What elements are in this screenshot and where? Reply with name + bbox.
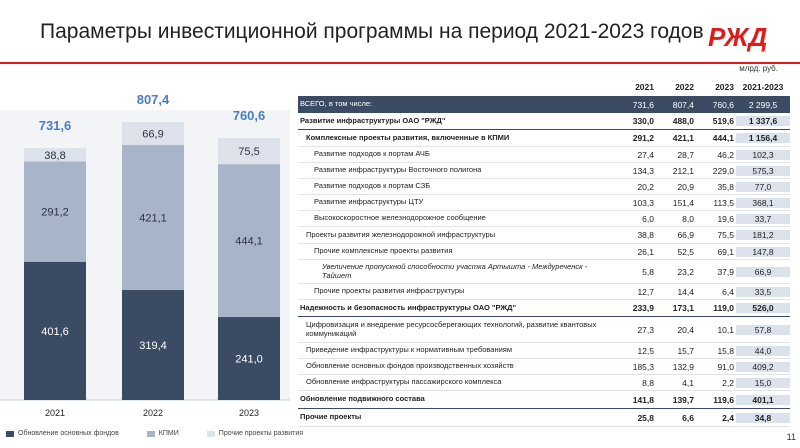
row-value: 8,8 <box>642 377 654 388</box>
bar-value-label: 66,9 <box>142 128 164 141</box>
row-total-value: 44,0 <box>736 346 790 356</box>
row-value: 23,2 <box>677 266 694 277</box>
row-label: Развитие инфраструктуры ОАО "РЖД" <box>300 115 446 125</box>
row-value: 4,1 <box>682 377 694 388</box>
table-row <box>298 409 790 427</box>
units-label: млрд. руб. <box>739 64 778 73</box>
row-value: 2,4 <box>722 412 734 423</box>
title-divider <box>0 62 800 64</box>
row-value: 66,9 <box>677 230 694 240</box>
row-value: 91,0 <box>717 361 734 372</box>
table-row <box>298 244 790 260</box>
table-row <box>298 211 790 227</box>
rzd-logo <box>706 20 776 52</box>
table-row <box>298 179 790 195</box>
row-value: 6,6 <box>682 412 694 423</box>
row-value: 25,8 <box>637 412 654 423</box>
row-value: 69,1 <box>717 246 734 257</box>
row-total-value: 1 156,4 <box>736 133 790 143</box>
bar-value-label: 75,5 <box>238 146 260 159</box>
row-total-value: 368,1 <box>736 198 790 208</box>
row-value: 229,0 <box>712 165 734 176</box>
row-value: 6,4 <box>722 286 734 297</box>
table-row <box>298 163 790 179</box>
page-number: 11 <box>786 432 796 442</box>
table-row <box>298 317 790 343</box>
row-value: 15,8 <box>717 345 734 356</box>
table-row <box>298 375 790 391</box>
row-label: Развитие подходов к портам АЧБ <box>314 149 430 159</box>
row-total-value: 34,8 <box>736 413 790 423</box>
row-value: 185,3 <box>632 361 654 372</box>
bar-total-label: 760,6 <box>232 108 266 124</box>
row-value: 26,1 <box>637 246 654 257</box>
row-label: Развитие инфраструктуры ЦТУ <box>314 197 424 207</box>
row-value: 14,4 <box>677 286 694 297</box>
row-value: 119,6 <box>713 394 734 405</box>
table-body <box>298 96 790 427</box>
legend-swatch <box>6 431 14 437</box>
stacked-bar-chart <box>0 70 290 420</box>
row-value: 134,3 <box>632 165 654 176</box>
table-row <box>298 130 790 147</box>
row-value: 19,6 <box>717 213 734 224</box>
legend-item <box>6 430 119 437</box>
row-value: 20,2 <box>637 181 654 192</box>
bar-value-label: 291,2 <box>41 206 69 219</box>
investment-table <box>298 78 790 427</box>
legend-label: Прочие проекты развития <box>218 430 304 437</box>
table-row <box>298 391 790 409</box>
row-label: Прочие проекты <box>300 412 362 422</box>
table-row <box>298 113 790 130</box>
page-title: Параметры инвестиционной программы на период 2021-2023 годов <box>40 20 704 43</box>
row-total-value: 57,8 <box>736 325 790 335</box>
table-header <box>298 78 790 96</box>
table-row <box>298 284 790 300</box>
bar-value-label: 38,8 <box>44 149 66 162</box>
bar-value-label: 444,1 <box>235 235 263 248</box>
row-total-value: 575,3 <box>736 166 790 176</box>
row-value: 519,6 <box>712 116 734 126</box>
row-label: Прочие комплексные проекты развития <box>314 246 453 256</box>
row-total-value: 181,2 <box>736 230 790 240</box>
legend-swatch <box>147 431 155 437</box>
row-label: Обновление подвижного состава <box>300 394 425 404</box>
row-label: Приведение инфраструктуры к нормативным требованиям <box>306 345 513 355</box>
row-value: 291,2 <box>632 133 654 143</box>
bar-value-label: 241,0 <box>235 353 263 366</box>
row-value: 28,7 <box>677 149 694 160</box>
x-tick-label: 2023 <box>238 408 260 418</box>
row-value: 488,0 <box>672 116 694 126</box>
legend-item <box>147 430 179 437</box>
row-value: 141,8 <box>632 394 654 405</box>
row-value: 760,6 <box>712 99 734 110</box>
row-value: 10,1 <box>717 324 734 335</box>
table-row <box>298 300 790 317</box>
row-value: 12,5 <box>637 345 654 356</box>
row-total-value: 66,9 <box>736 267 790 277</box>
row-total-value: 401,1 <box>736 395 790 405</box>
row-total-value: 2 299,5 <box>736 100 790 110</box>
row-value: 421,1 <box>672 133 694 143</box>
row-value: 38,8 <box>637 230 654 240</box>
table-row <box>298 147 790 163</box>
row-value: 151,4 <box>672 197 694 208</box>
row-value: 132,9 <box>672 361 694 372</box>
row-total-value: 102,3 <box>736 150 790 160</box>
row-label: Прочие проекты развития инфраструктуры <box>314 286 465 296</box>
row-label: Развитие подходов к портам СЗБ <box>314 181 431 191</box>
row-label: Развитие инфраструктуры Восточного полигона <box>314 165 482 175</box>
bar-total-label: 731,6 <box>38 118 72 134</box>
legend-swatch <box>207 431 215 437</box>
row-value: 139,7 <box>672 394 694 405</box>
row-total-value: 15,0 <box>736 378 790 388</box>
bar-total-label: 807,4 <box>136 92 170 107</box>
row-value: 173,1 <box>672 303 694 313</box>
table-row <box>298 359 790 375</box>
legend-label: Обновление основных фондов <box>18 430 119 437</box>
row-total-value: 1 337,6 <box>736 116 790 126</box>
row-value: 37,9 <box>717 266 734 277</box>
row-value: 35,8 <box>717 181 734 192</box>
table-row <box>298 227 790 244</box>
row-value: 233,9 <box>632 303 654 313</box>
row-total-value: 526,0 <box>736 303 790 313</box>
table-row <box>298 195 790 211</box>
table-row <box>298 343 790 359</box>
header-2021: 2021 <box>635 82 654 92</box>
row-label: Высокоскоростное железнодорожное сообщение <box>314 213 486 223</box>
row-value: 330,0 <box>632 116 654 126</box>
row-value: 52,5 <box>677 246 694 257</box>
logo-text: РЖД <box>708 22 768 52</box>
header-2023: 2023 <box>715 82 734 92</box>
row-value: 212,1 <box>672 165 694 176</box>
table-row <box>298 260 790 284</box>
row-total-value: 33,7 <box>736 214 790 224</box>
row-value: 20,9 <box>677 181 694 192</box>
row-value: 444,1 <box>712 133 734 143</box>
header-2022: 2022 <box>675 82 694 92</box>
x-tick-label: 2021 <box>44 408 66 418</box>
row-value: 807,4 <box>672 99 694 110</box>
row-value: 46,2 <box>717 149 734 160</box>
header-total: 2021-2023 <box>742 82 784 92</box>
row-value: 15,7 <box>677 345 694 356</box>
row-label: Обновление инфраструктуры пассажирского комплекса <box>306 377 502 387</box>
legend-label: КПМИ <box>158 430 179 437</box>
row-label: Комплексные проекты развития, включенные в КПМИ <box>306 132 510 142</box>
bar-value-label: 421,1 <box>139 212 167 225</box>
row-value: 12,7 <box>637 286 654 297</box>
row-value: 2,2 <box>722 377 734 388</box>
row-total-value: 33,5 <box>736 287 790 297</box>
row-label: Увеличение пропускной способности участка Артышта - Междуреченск - Тайшет <box>322 261 588 280</box>
row-total-value: 409,2 <box>736 362 790 372</box>
chart-legend <box>6 430 331 437</box>
row-value: 75,5 <box>717 230 734 240</box>
x-tick-label: 2022 <box>142 408 164 418</box>
row-value: 113,5 <box>713 197 734 208</box>
row-value: 103,3 <box>632 197 654 208</box>
row-label: ВСЕГО, в том числе: <box>300 99 373 109</box>
row-total-value: 77,0 <box>736 182 790 192</box>
row-label: Обновление основных фондов производственных хозяйств <box>306 361 514 371</box>
row-value: 119,0 <box>713 303 734 313</box>
row-value: 27,3 <box>637 324 654 335</box>
row-value: 27,4 <box>637 149 654 160</box>
table-row <box>298 96 790 113</box>
row-label: Цифровизация и внедрение ресурсосберегающих технологий, развитие квантовых коммуникаций <box>306 319 597 338</box>
row-total-value: 147,8 <box>736 247 790 257</box>
row-value: 731,6 <box>632 99 654 110</box>
legend-item <box>207 430 303 437</box>
bar-value-label: 319,4 <box>139 340 167 353</box>
row-value: 6,0 <box>642 213 654 224</box>
row-value: 8,0 <box>682 213 694 224</box>
row-label: Проекты развития железнодорожной инфраструктуры <box>306 229 496 239</box>
row-value: 5,8 <box>642 266 654 277</box>
bar-value-label: 401,6 <box>41 325 69 338</box>
row-label: Надежность и безопасность инфраструктуры ОАО "РЖД" <box>300 302 517 312</box>
row-value: 20,4 <box>677 324 694 335</box>
